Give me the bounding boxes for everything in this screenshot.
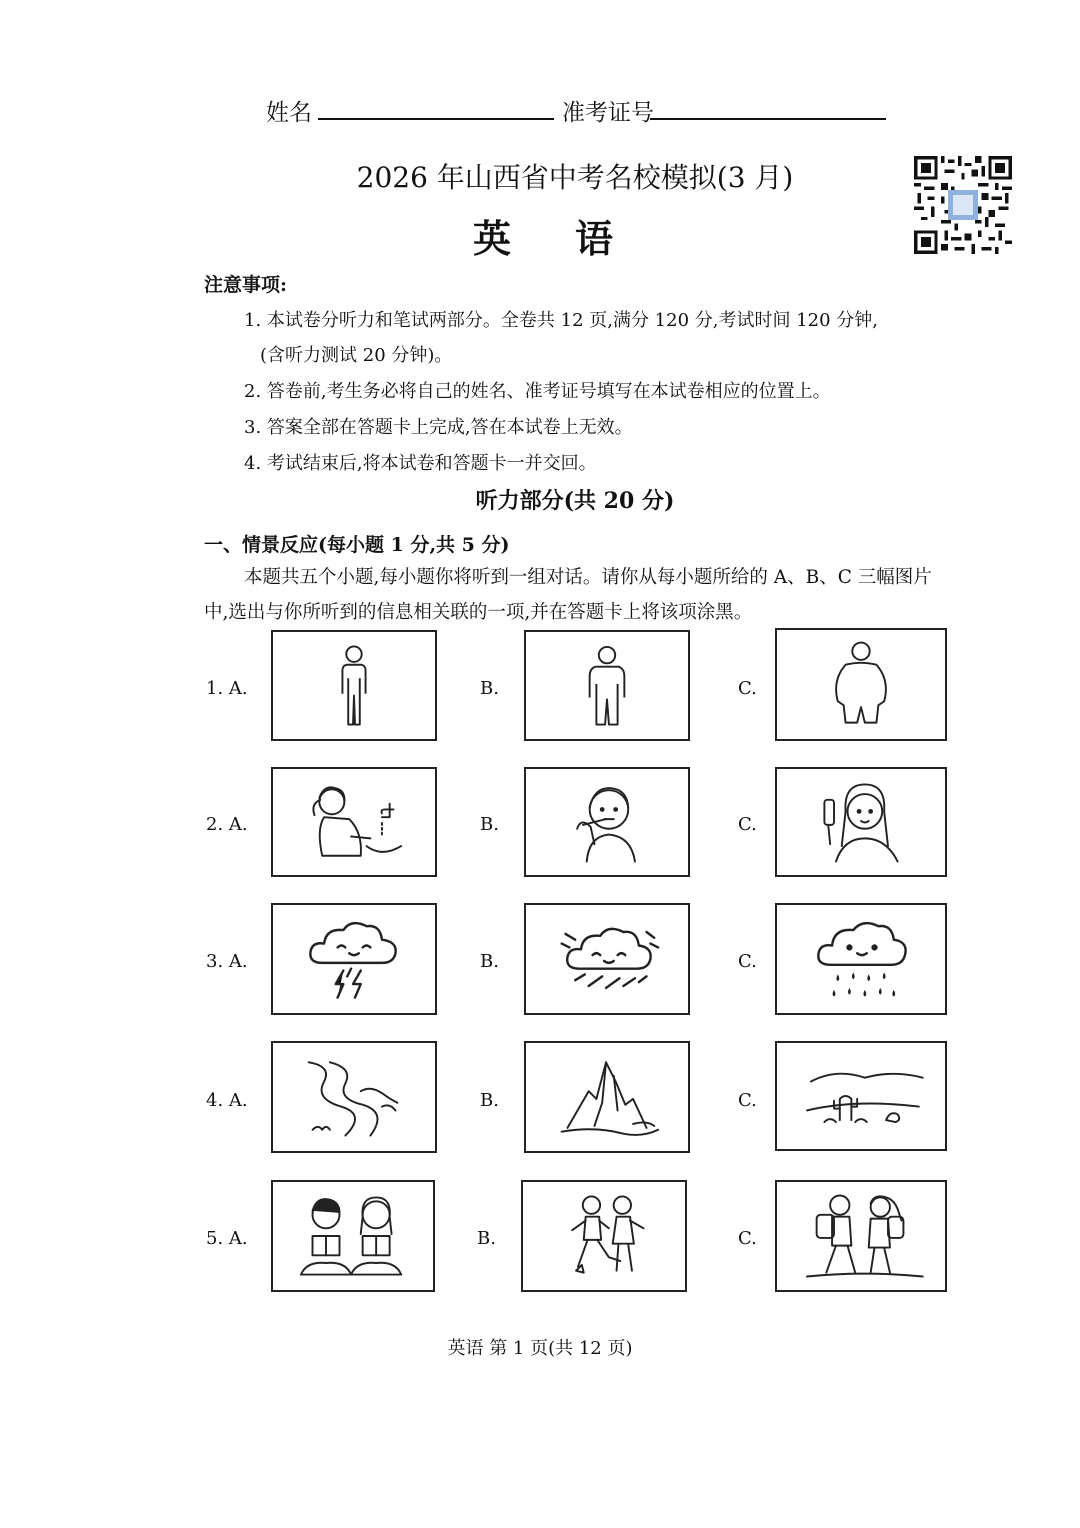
thin-person-icon: [273, 632, 435, 739]
name-blank[interactable]: [318, 118, 554, 120]
option-c-label: C.: [738, 1228, 757, 1249]
question-3-label: 3. A.: [206, 951, 248, 972]
option-3b[interactable]: [524, 903, 690, 1015]
girl-brushing-teeth-icon: [526, 769, 688, 875]
medium-person-icon: [526, 632, 688, 739]
question-5-label: 5. A.: [206, 1228, 248, 1249]
kids-hiking-icon: [777, 1182, 945, 1290]
section-title: 听力部分(共 20 分): [475, 488, 675, 514]
exam-id-blank[interactable]: [650, 118, 886, 120]
option-2a[interactable]: [271, 767, 437, 877]
question-4-label: 4. A.: [206, 1090, 248, 1111]
girl-combing-hair-icon: [777, 769, 945, 875]
option-2c[interactable]: [775, 767, 947, 877]
note-item: 1. 本试卷分听力和笔试两部分。全卷共 12 页,满分 120 分,考试时间 120 分钟,: [244, 310, 879, 331]
question-1-label: 1. A.: [206, 678, 248, 699]
option-1a[interactable]: [271, 630, 437, 741]
option-3c[interactable]: [775, 903, 947, 1015]
exam-id-label: 准考证号: [562, 100, 654, 126]
part-title: 一、情景反应(每小题 1 分,共 5 分): [204, 534, 510, 556]
option-c-label: C.: [738, 814, 757, 835]
option-c-label: C.: [738, 1090, 757, 1111]
page-title: 2026 年山西省中考名校模拟(3 月): [356, 161, 794, 194]
option-4c[interactable]: [775, 1041, 947, 1151]
rain-cloud-icon: [777, 905, 945, 1013]
option-5c[interactable]: [775, 1180, 947, 1292]
option-4b[interactable]: [524, 1041, 690, 1153]
option-b-label: B.: [480, 678, 499, 699]
kids-reading-icon: [273, 1182, 433, 1290]
option-b-label: B.: [480, 1090, 499, 1111]
mountain-icon: [526, 1043, 688, 1151]
storm-cloud-lightning-icon: [273, 905, 435, 1013]
instruction: 本题共五个小题,每小题你将听到一组对话。请你从每小题所给的 A、B、C 三幅图片中,选出与你所听到的信息相关联的一项,并在答题卡上将该项涂黑。: [204, 567, 932, 623]
river-icon: [273, 1043, 435, 1151]
option-b-label: B.: [477, 1228, 496, 1249]
option-c-label: C.: [738, 951, 757, 972]
note-item: 2. 答卷前,考生务必将自己的姓名、准考证号填写在本试卷相应的位置上。: [244, 381, 831, 402]
option-5a[interactable]: [271, 1180, 435, 1292]
qr-code-icon: [914, 156, 1012, 254]
page-footer: 英语 第 1 页(共 12 页): [447, 1338, 633, 1359]
question-2-label: 2. A.: [206, 814, 248, 835]
notes-title: 注意事项:: [204, 274, 288, 296]
note-item: 3. 答案全部在答题卡上完成,答在本试卷上无效。: [244, 417, 633, 438]
option-c-label: C.: [738, 678, 757, 699]
option-b-label: B.: [480, 951, 499, 972]
option-1b[interactable]: [524, 630, 690, 741]
option-4a[interactable]: [271, 1041, 437, 1153]
option-2b[interactable]: [524, 767, 690, 877]
option-3a[interactable]: [271, 903, 437, 1015]
kids-playing-shuttlecock-icon: [523, 1182, 685, 1290]
note-item: 4. 考试结束后,将本试卷和答题卡一并交回。: [244, 453, 597, 474]
windy-cloud-icon: [526, 905, 688, 1013]
option-b-label: B.: [480, 814, 499, 835]
name-label: 姓名: [266, 100, 312, 126]
note-item: (含听力测试 20 分钟)。: [260, 345, 453, 366]
desert-icon: [777, 1043, 945, 1149]
option-5b[interactable]: [521, 1180, 687, 1292]
fat-person-icon: [777, 630, 945, 739]
option-1c[interactable]: [775, 628, 947, 741]
girl-washing-hands-icon: [273, 769, 435, 875]
subject-title: 英语: [472, 216, 677, 261]
